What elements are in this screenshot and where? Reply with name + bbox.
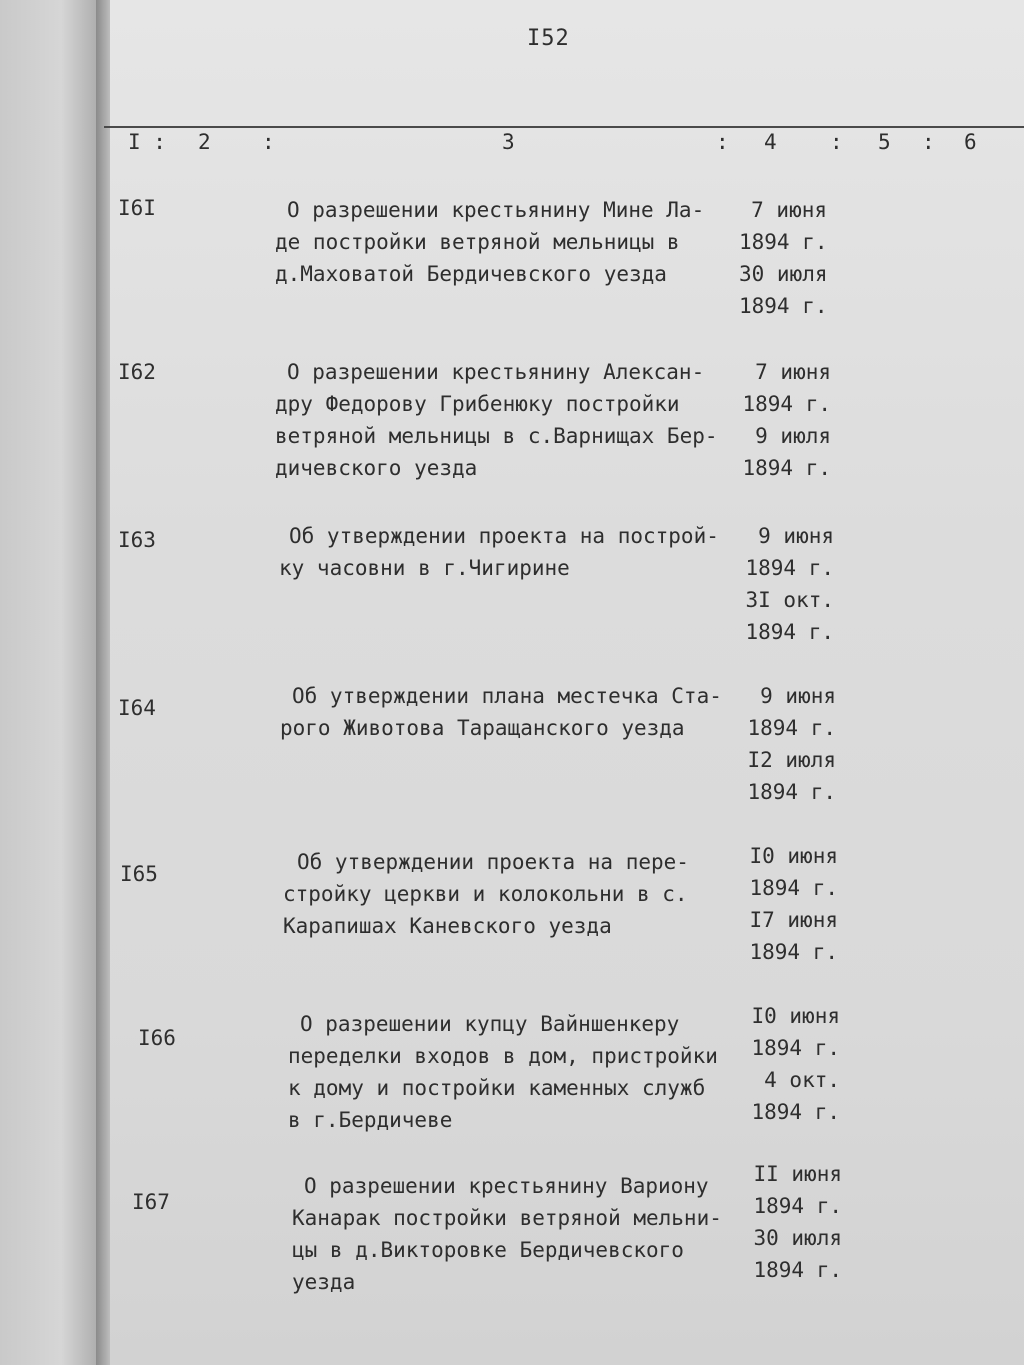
- entry-dates: [735, 356, 831, 484]
- date-line: 30 июля: [739, 262, 828, 286]
- description-line: О разрешении купцу Вайншенкеру: [300, 1012, 680, 1036]
- entry-description: [292, 1170, 722, 1298]
- date-line: 1894 г.: [742, 392, 831, 416]
- date-line: 1894 г.: [739, 230, 828, 254]
- date-line: 1894 г.: [747, 716, 836, 740]
- header-col-3: 3: [502, 130, 515, 154]
- header-col-4: 4: [764, 130, 777, 154]
- entry-dates: [738, 520, 834, 648]
- date-line: I2 июля: [747, 748, 836, 772]
- entry-description: [279, 520, 719, 584]
- date-line: 9 июля: [755, 424, 831, 448]
- description-line: О разрешении крестьянину Вариону: [304, 1174, 709, 1198]
- adjacent-page-edge: [0, 0, 102, 1365]
- description-line: цы в д.Викторовке Бердичевского: [292, 1238, 684, 1262]
- description-line: Об утверждении плана местечка Ста-: [292, 684, 722, 708]
- description-line: дру Федорову Грибенюку постройки: [275, 392, 680, 416]
- entry-description: [283, 846, 689, 942]
- date-line: 1894 г.: [747, 780, 836, 804]
- header-separator: :: [830, 130, 843, 154]
- page-number: I52: [527, 26, 570, 51]
- date-line: 7 июня: [755, 360, 831, 384]
- description-line: дичевского уезда: [275, 456, 478, 480]
- date-line: I7 июня: [749, 908, 838, 932]
- description-line: стройку церкви и колокольни в с.: [283, 882, 688, 906]
- entry-dates: [742, 840, 838, 968]
- entry-number: I64: [118, 696, 156, 720]
- date-line: 4 окт.: [764, 1068, 840, 1092]
- header-separator: :: [262, 130, 275, 154]
- date-line: 1894 г.: [753, 1258, 842, 1282]
- entry-number: I65: [120, 862, 158, 886]
- header-col-6: 6: [964, 130, 977, 154]
- header-separator: :: [716, 130, 729, 154]
- entry-description: [275, 194, 704, 290]
- description-line: О разрешении крестьянину Мине Ла-: [287, 198, 705, 222]
- entry-number: I67: [132, 1190, 170, 1214]
- date-line: 7 июня: [751, 198, 827, 222]
- description-line: Канарак постройки ветряной мельни-: [292, 1206, 722, 1230]
- entry-dates: [746, 1158, 842, 1286]
- entry-dates: [739, 194, 827, 322]
- date-line: 9 июня: [758, 524, 834, 548]
- header-rule: [104, 126, 1024, 128]
- description-line: к дому и постройки каменных служб: [288, 1076, 706, 1100]
- entry-number: I62: [118, 360, 156, 384]
- description-line: О разрешении крестьянину Алексан-: [287, 360, 705, 384]
- description-line: рого Животова Таращанского уезда: [280, 716, 685, 740]
- entry-number: I63: [118, 528, 156, 552]
- entry-description: [275, 356, 718, 484]
- date-line: 1894 г.: [742, 456, 831, 480]
- date-line: 30 июля: [753, 1226, 842, 1250]
- date-line: 1894 г.: [753, 1194, 842, 1218]
- description-line: уезда: [292, 1270, 356, 1294]
- date-line: 1894 г.: [749, 940, 838, 964]
- date-line: 9 июня: [760, 684, 836, 708]
- entry-number: I6I: [118, 196, 156, 220]
- header-col-2: 2: [198, 130, 211, 154]
- book-gutter: [96, 0, 110, 1365]
- date-line: I0 июня: [751, 1004, 840, 1028]
- date-line: 1894 г.: [751, 1036, 840, 1060]
- date-line: 1894 г.: [745, 556, 834, 580]
- date-line: I0 июня: [749, 844, 838, 868]
- date-line: 1894 г.: [751, 1100, 840, 1124]
- description-line: д.Маховатой Бердичевского уезда: [275, 262, 667, 286]
- header-separator: :: [922, 130, 935, 154]
- entry-dates: [740, 680, 836, 808]
- description-line: ветряной мельницы в с.Варнищах Бер-: [275, 424, 718, 448]
- entry-description: [288, 1008, 718, 1136]
- description-line: де постройки ветряной мельницы в: [275, 230, 680, 254]
- entry-number: I66: [138, 1026, 176, 1050]
- date-line: 1894 г.: [739, 294, 828, 318]
- header-col-1: I :: [128, 130, 166, 154]
- description-line: ку часовни в г.Чигирине: [279, 556, 570, 580]
- description-line: переделки входов в дом, пристройки: [288, 1044, 718, 1068]
- description-line: в г.Бердичеве: [288, 1108, 453, 1132]
- date-line: 3I окт.: [745, 588, 834, 612]
- date-line: 1894 г.: [745, 620, 834, 644]
- description-line: Карапишах Каневского уезда: [283, 914, 612, 938]
- header-col-5: 5: [878, 130, 891, 154]
- description-line: Об утверждении проекта на пере-: [297, 850, 689, 874]
- date-line: 1894 г.: [749, 876, 838, 900]
- description-line: Об утверждении проекта на построй-: [289, 524, 719, 548]
- entry-description: [280, 680, 722, 744]
- date-line: II июня: [753, 1162, 842, 1186]
- entry-dates: [744, 1000, 840, 1128]
